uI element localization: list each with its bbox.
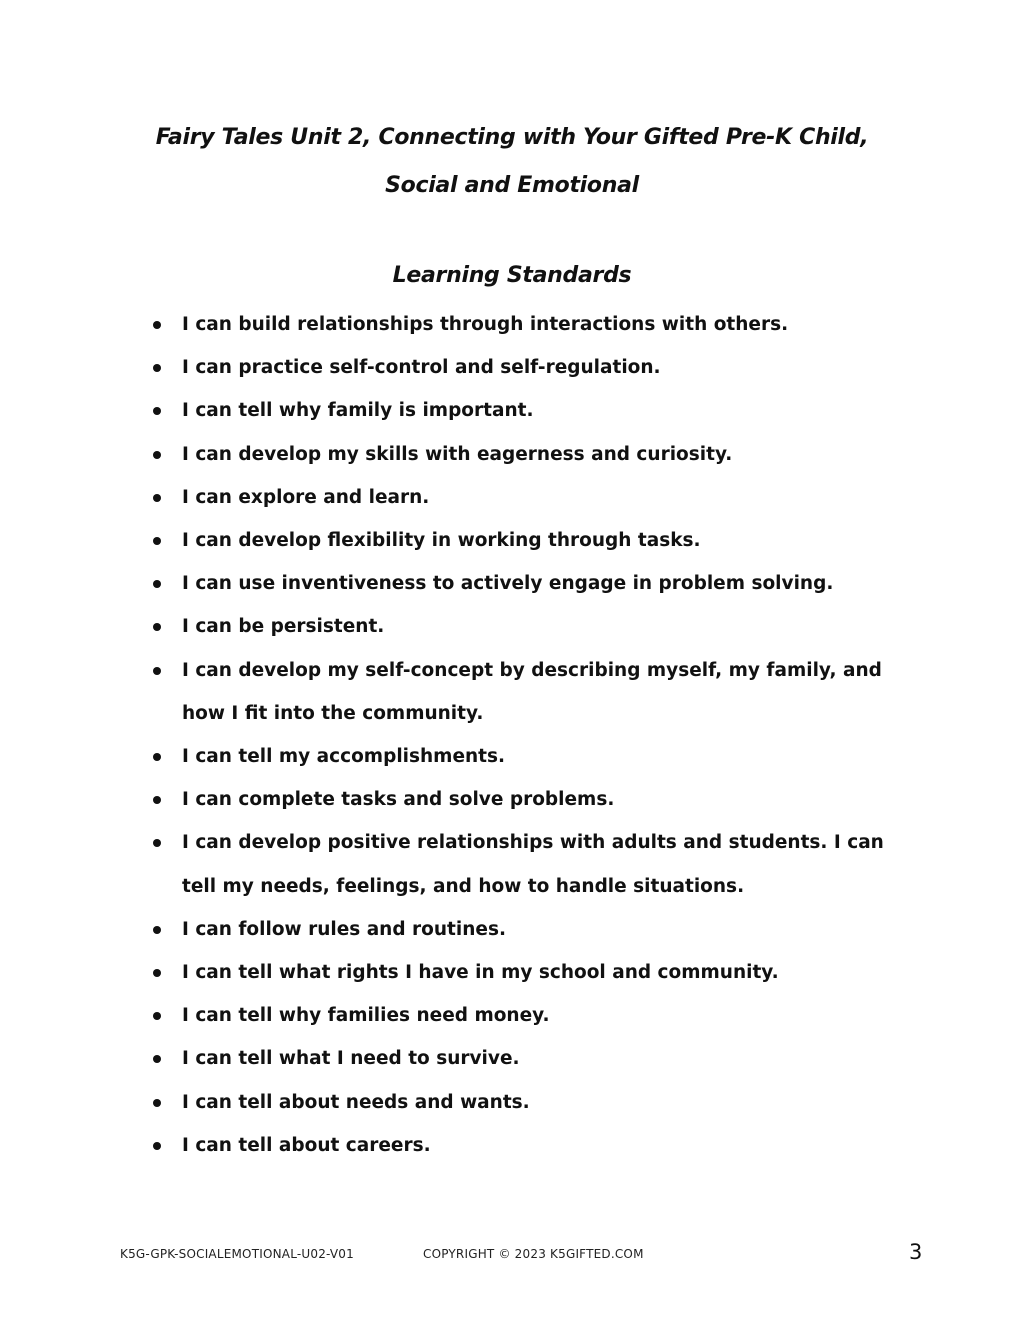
bullet-icon [153, 1012, 161, 1020]
list-item-text: I can tell about needs and wants. [182, 1091, 530, 1113]
list-item [148, 994, 898, 1037]
list-item-text: I can practice self-control and self-regulation. [182, 357, 661, 379]
list-item [148, 476, 898, 519]
document-title-line-1: Fairy Tales Unit 2, Connecting with Your Gifted Pre-K Child, [155, 125, 869, 150]
list-item [148, 346, 898, 389]
list-item-text: I can develop positive relationships with adults and students. I can tell my needs, feelings, and how to handle situations. [182, 832, 884, 897]
list-item [148, 433, 898, 476]
list-item-text: I can tell what rights I have in my school and community. [182, 962, 779, 984]
list-item [148, 303, 898, 346]
list-item-text: I can be persistent. [182, 616, 385, 638]
bullet-icon [153, 1099, 161, 1107]
list-item-text: I can tell my accomplishments. [182, 746, 506, 768]
list-item [148, 649, 898, 735]
footer-copyright: COPYRIGHT © 2023 K5GIFTED.COM [423, 1247, 644, 1261]
list-item [148, 821, 898, 907]
bullet-icon [153, 580, 161, 588]
list-item-text: I can tell what I need to survive. [182, 1048, 520, 1070]
bullet-icon [153, 753, 161, 761]
list-item [148, 735, 898, 778]
bullet-icon [153, 407, 161, 415]
bullet-icon [153, 321, 161, 329]
list-item [148, 519, 898, 562]
list-item [148, 778, 898, 821]
list-item-text: I can explore and learn. [182, 486, 430, 508]
bullet-icon [153, 796, 161, 804]
list-item [148, 951, 898, 994]
list-item [148, 562, 898, 605]
section-heading: Learning Standards [392, 263, 632, 288]
list-item-text: I can tell why families need money. [182, 1005, 550, 1027]
footer-document-code: K5G-GPK-SOCIALEMOTIONAL-U02-V01 [120, 1247, 354, 1261]
page-number: 3 [909, 1240, 923, 1264]
bullet-icon [153, 969, 161, 977]
bullet-icon [153, 926, 161, 934]
learning-standards-list [148, 303, 898, 1167]
list-item-text: I can tell about careers. [182, 1134, 431, 1156]
bullet-icon [153, 839, 161, 847]
list-item-text: I can develop my self-concept by describing myself, my family, and how I fit into the community. [182, 659, 882, 724]
list-item-text: I can use inventiveness to actively engage in problem solving. [182, 573, 834, 595]
list-item-text: I can tell why family is important. [182, 400, 534, 422]
list-item-text: I can develop my skills with eagerness and curiosity. [182, 443, 733, 465]
list-item [148, 908, 898, 951]
list-item-text: I can build relationships through interactions with others. [182, 314, 789, 335]
bullet-icon [153, 623, 161, 631]
list-item [148, 1037, 898, 1080]
list-item [148, 1081, 898, 1124]
bullet-icon [153, 1055, 161, 1063]
list-item-text: I can complete tasks and solve problems. [182, 789, 615, 811]
bullet-icon [153, 451, 161, 459]
bullet-icon [153, 1142, 161, 1150]
bullet-icon [153, 364, 161, 372]
bullet-icon [153, 494, 161, 502]
document-title-line-2: Social and Emotional [385, 173, 639, 198]
list-item [148, 605, 898, 648]
list-item-text: I can follow rules and routines. [182, 918, 506, 940]
list-item [148, 389, 898, 432]
list-item-text: I can develop flexibility in working through tasks. [182, 530, 701, 552]
bullet-icon [153, 537, 161, 545]
list-item [148, 1124, 898, 1167]
bullet-icon [153, 667, 161, 675]
